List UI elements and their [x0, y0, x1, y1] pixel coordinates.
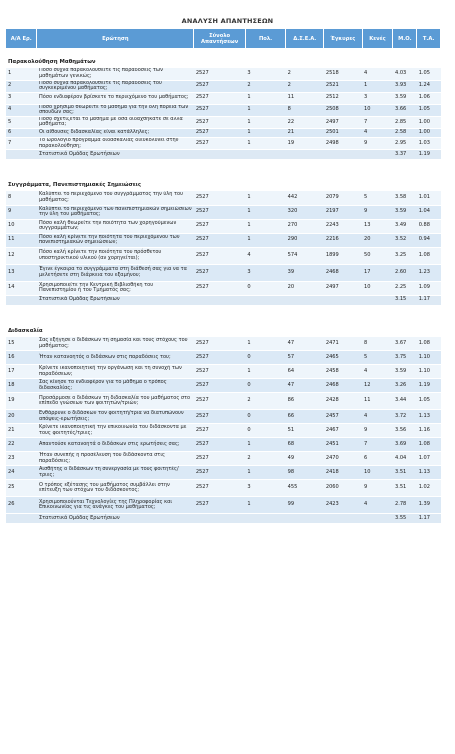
cell-empty: 11	[362, 393, 393, 410]
cell-std: 1.08	[417, 438, 441, 452]
cell-pol: 1	[245, 138, 285, 150]
cell-mean: 4.03	[393, 68, 417, 80]
cell-empty: 7	[362, 438, 393, 452]
cell-total: 2527	[194, 104, 246, 116]
cell-std: 1.00	[417, 116, 441, 128]
cell-std: 1.03	[417, 138, 441, 150]
cell-std: 1.13	[417, 410, 441, 424]
cell-valid: 2467	[324, 424, 362, 438]
cell-total: 2527	[194, 466, 246, 480]
table-row	[6, 80, 441, 92]
table-row	[6, 68, 441, 80]
cell-pol: 0	[245, 424, 285, 438]
cell-total: 2527	[194, 233, 246, 247]
cell-dsea: 320	[286, 205, 324, 219]
cell-id: 3	[6, 92, 37, 104]
cell-total: 2527	[194, 205, 246, 219]
cell-std: 1.19	[417, 379, 441, 393]
cell-empty: 10	[362, 104, 393, 116]
cell-pol: 1	[245, 233, 285, 247]
cell-dsea: 19	[286, 138, 324, 150]
table-row	[6, 247, 441, 264]
header-valid: Έγκυρες	[324, 29, 362, 48]
cell-dsea: 2	[286, 68, 324, 80]
cell-total: 2527	[194, 452, 246, 466]
cell-mean: 3.67	[393, 337, 417, 351]
cell-std: 1.09	[417, 281, 441, 295]
table-row	[6, 410, 441, 424]
cell-question: Ενθάρρυνε ο διδάσκων τον φοιτητή/τρια να διατυπώνουν απόψεις-ερωτήσεις;	[37, 410, 194, 424]
group-stats-std: 1.17	[417, 295, 441, 305]
cell-std: 1.06	[417, 92, 441, 104]
cell-id: 25	[6, 480, 37, 497]
cell-valid: 2197	[324, 205, 362, 219]
cell-pol: 1	[245, 116, 285, 128]
cell-std: 1.24	[417, 80, 441, 92]
cell-valid: 2518	[324, 68, 362, 80]
cell-mean: 3.59	[393, 92, 417, 104]
cell-id: 10	[6, 219, 37, 233]
cell-std: 1.05	[417, 68, 441, 80]
cell-question: Καλύπτει το περιεχόμενο των πανεπιστημιακών σημειώσεων την ύλη του μαθήματος;	[37, 205, 194, 219]
cell-valid: 2468	[324, 264, 362, 281]
cell-mean: 3.49	[393, 219, 417, 233]
cell-empty: 4	[362, 129, 393, 138]
table-row	[6, 337, 441, 351]
cell-dsea: 442	[286, 191, 324, 205]
header-std: Τ.Α.	[417, 29, 441, 48]
cell-valid: 2498	[324, 138, 362, 150]
cell-mean: 2.85	[393, 116, 417, 128]
cell-std: 1.05	[417, 393, 441, 410]
table-row	[6, 205, 441, 219]
cell-question: Πόσο ενδιαφέρον βρίσκετε το περιεχόμενο του μαθήματος;	[37, 92, 194, 104]
cell-dsea: 39	[286, 264, 324, 281]
cell-std: 1.08	[417, 337, 441, 351]
cell-question: Οι αίθουσες διδασκαλίας είναι κατάλληλες;	[37, 129, 194, 138]
cell-question: Χρησιμοποιούνται Τεχνολογίες της Πληροφορίας και Επικοινωνίας για τις ανάγκες του μαθήματος;	[37, 497, 194, 514]
cell-dsea: 2	[286, 80, 324, 92]
cell-empty: 9	[362, 424, 393, 438]
cell-total: 2527	[194, 264, 246, 281]
header-total: Σύνολο Απαντήσεων	[194, 29, 246, 48]
cell-question: Πόσο καλή κρίνετε την ποιότητα του πρόσθετου υποστηρικτικού υλικού (αν χορηγείται);	[37, 247, 194, 264]
cell-empty: 7	[362, 116, 393, 128]
cell-id: 26	[6, 497, 37, 514]
cell-valid: 2521	[324, 80, 362, 92]
cell-valid: 2428	[324, 393, 362, 410]
cell-dsea: 57	[286, 351, 324, 365]
cell-total: 2527	[194, 424, 246, 438]
table-row	[6, 424, 441, 438]
cell-std: 1.00	[417, 129, 441, 138]
cell-pol: 1	[245, 365, 285, 379]
group-stats-row	[6, 514, 441, 524]
cell-valid: 2418	[324, 466, 362, 480]
cell-mean: 2.58	[393, 129, 417, 138]
table-row	[6, 497, 441, 514]
cell-id: 2	[6, 80, 37, 92]
cell-empty: 10	[362, 281, 393, 295]
cell-total: 2527	[194, 92, 246, 104]
cell-question: Προσάρμοσε ο διδάσκων τη διδασκαλία του μαθήματος στο επίπεδο γνώσεων των φοιτητών/τριών;	[37, 393, 194, 410]
cell-valid: 2512	[324, 92, 362, 104]
table-row	[6, 191, 441, 205]
cell-empty: 9	[362, 138, 393, 150]
cell-std: 1.05	[417, 104, 441, 116]
section-title: Παρακολούθηση Μαθημάτων	[6, 53, 441, 68]
cell-question: Απαντούσε κατανοητά ο διδάσκων στις ερωτήσεις σας;	[37, 438, 194, 452]
cell-question: Καλύπτει το περιεχόμενο του συγγράμματος την ύλη του μαθήματος;	[37, 191, 194, 205]
cell-total: 2527	[194, 393, 246, 410]
section-heading	[6, 53, 441, 68]
cell-valid: 2216	[324, 233, 362, 247]
cell-question: Κρίνετε ικανοποιητική την οργάνωση και τη συνοχή των παραδόσεων;	[37, 365, 194, 379]
cell-question: Κρίνετε ικανοποιητική την επικοινωνία του διδάσκοντα με τους φοιτητές/τριες;	[37, 424, 194, 438]
cell-empty: 8	[362, 337, 393, 351]
cell-total: 2527	[194, 337, 246, 351]
cell-dsea: 99	[286, 497, 324, 514]
cell-id: 9	[6, 205, 37, 219]
cell-total: 2527	[194, 138, 246, 150]
cell-id: 22	[6, 438, 37, 452]
cell-pol: 0	[245, 351, 285, 365]
cell-question: Σας εξήγησε ο διδάσκων τη σημασία και τους στόχους του μαθήματος;	[37, 337, 194, 351]
table-row	[6, 452, 441, 466]
cell-dsea: 11	[286, 92, 324, 104]
cell-std: 1.39	[417, 497, 441, 514]
cell-id: 11	[6, 233, 37, 247]
cell-pol: 1	[245, 104, 285, 116]
cell-id: 20	[6, 410, 37, 424]
cell-id: 14	[6, 281, 37, 295]
page-title: ΑΝΑΛΥΣΗ ΑΠΑΝΤΗΣΕΩΝ	[181, 17, 274, 25]
cell-question: Πόσο χρήσιμο θεωρείτε το μάθημα για την όλη πορεία των σπουδών σας;	[37, 104, 194, 116]
cell-id: 23	[6, 452, 37, 466]
cell-empty: 4	[362, 365, 393, 379]
cell-pol: 3	[245, 264, 285, 281]
cell-std: 0.94	[417, 233, 441, 247]
cell-pol: 0	[245, 281, 285, 295]
section-heading	[6, 322, 441, 337]
cell-pol: 1	[245, 497, 285, 514]
cell-id: 1	[6, 68, 37, 80]
cell-valid: 2060	[324, 480, 362, 497]
cell-pol: 1	[245, 337, 285, 351]
cell-valid: 2458	[324, 365, 362, 379]
cell-id: 18	[6, 379, 37, 393]
cell-pol: 0	[245, 410, 285, 424]
cell-question: Σας κίνησε το ενδιαφέρον για το μάθημα ο τρόπος διδασκαλίας;	[37, 379, 194, 393]
cell-dsea: 574	[286, 247, 324, 264]
cell-empty: 20	[362, 233, 393, 247]
cell-empty: 9	[362, 480, 393, 497]
table-row	[6, 480, 441, 497]
section-title: Συγγράμματα, Πανεπιστημιακές Σημειώσεις	[6, 176, 441, 191]
cell-id: 17	[6, 365, 37, 379]
cell-mean: 3.59	[393, 205, 417, 219]
table-row	[6, 281, 441, 295]
cell-empty: 17	[362, 264, 393, 281]
cell-valid: 2471	[324, 337, 362, 351]
cell-dsea: 68	[286, 438, 324, 452]
cell-empty: 4	[362, 68, 393, 80]
table-row	[6, 104, 441, 116]
table-row	[6, 379, 441, 393]
cell-id: 19	[6, 393, 37, 410]
cell-id: 13	[6, 264, 37, 281]
cell-id: 12	[6, 247, 37, 264]
cell-mean: 3.59	[393, 365, 417, 379]
cell-pol: 1	[245, 219, 285, 233]
group-stats-mean: 3.37	[393, 150, 417, 160]
cell-total: 2527	[194, 351, 246, 365]
cell-mean: 3.69	[393, 438, 417, 452]
cell-valid: 2497	[324, 116, 362, 128]
cell-dsea: 21	[286, 129, 324, 138]
cell-empty: 4	[362, 410, 393, 424]
cell-std: 1.16	[417, 424, 441, 438]
header-empty: Κενές	[362, 29, 393, 48]
cell-pol: 1	[245, 205, 285, 219]
table-row	[6, 219, 441, 233]
cell-mean: 3.26	[393, 379, 417, 393]
cell-pol: 2	[245, 393, 285, 410]
table-row	[6, 466, 441, 480]
cell-valid: 2501	[324, 129, 362, 138]
cell-empty: 5	[362, 191, 393, 205]
cell-pol: 1	[245, 191, 285, 205]
cell-mean: 3.56	[393, 424, 417, 438]
cell-pol: 2	[245, 80, 285, 92]
cell-pol: 3	[245, 480, 285, 497]
cell-question: Αισθήτης ο διδάσκων τη συνεργασία με τους φοιτητές/τριες;	[37, 466, 194, 480]
cell-id: 24	[6, 466, 37, 480]
cell-mean: 2.25	[393, 281, 417, 295]
cell-question: Το ωρολόγιο πρόγραμμα διδασκαλίας διευκολύνει στην παρακολούθηση;	[37, 138, 194, 150]
stats-blank	[6, 514, 37, 524]
table-body	[6, 48, 441, 523]
cell-pol: 1	[245, 129, 285, 138]
cell-mean: 3.52	[393, 233, 417, 247]
answers-table	[6, 29, 441, 523]
cell-pol: 1	[245, 92, 285, 104]
cell-std: 1.13	[417, 466, 441, 480]
cell-valid: 2470	[324, 452, 362, 466]
table-row	[6, 138, 441, 150]
cell-total: 2527	[194, 480, 246, 497]
cell-dsea: 86	[286, 393, 324, 410]
cell-id: 4	[6, 104, 37, 116]
cell-empty: 12	[362, 379, 393, 393]
header-id: Α/Α Ερ.	[6, 29, 37, 48]
cell-id: 21	[6, 424, 37, 438]
header-row	[6, 29, 441, 48]
cell-pol: 4	[245, 247, 285, 264]
cell-valid: 2243	[324, 219, 362, 233]
group-stats-mean: 3.15	[393, 295, 417, 305]
section-title: Διδασκαλία	[6, 322, 441, 337]
group-stats-label: Στατιστικά Ομάδας Ερωτήσεων	[37, 150, 393, 160]
cell-total: 2527	[194, 281, 246, 295]
table-row	[6, 438, 441, 452]
cell-std: 1.10	[417, 365, 441, 379]
cell-dsea: 49	[286, 452, 324, 466]
cell-pol: 1	[245, 438, 285, 452]
group-stats-label: Στατιστικά Ομάδας Ερωτήσεων	[37, 514, 393, 524]
group-stats-row	[6, 150, 441, 160]
cell-mean: 3.44	[393, 393, 417, 410]
cell-empty: 6	[362, 452, 393, 466]
cell-id: 6	[6, 129, 37, 138]
cell-valid: 2423	[324, 497, 362, 514]
cell-dsea: 22	[286, 116, 324, 128]
cell-dsea: 66	[286, 410, 324, 424]
cell-empty: 1	[362, 80, 393, 92]
cell-question: Χρησιμοποιείτε την Κεντρική Βιβλιοθήκη του Πανεπιστημίου ή του Τμήματός σας;	[37, 281, 194, 295]
cell-empty: 5	[362, 351, 393, 365]
cell-question: Ήταν κατανοητός ο διδάσκων στις παραδόσεις του;	[37, 351, 194, 365]
cell-dsea: 47	[286, 379, 324, 393]
cell-empty: 10	[362, 466, 393, 480]
cell-total: 2527	[194, 438, 246, 452]
cell-mean: 3.72	[393, 410, 417, 424]
cell-empty: 50	[362, 247, 393, 264]
cell-valid: 1899	[324, 247, 362, 264]
cell-mean: 3.25	[393, 247, 417, 264]
table-row	[6, 116, 441, 128]
cell-total: 2527	[194, 365, 246, 379]
table-row	[6, 264, 441, 281]
cell-mean: 3.51	[393, 480, 417, 497]
cell-dsea: 64	[286, 365, 324, 379]
header-dsea: Δ.Σ.Ε.Α.	[286, 29, 324, 48]
table-row	[6, 129, 441, 138]
cell-empty: 3	[362, 92, 393, 104]
cell-total: 2527	[194, 247, 246, 264]
cell-mean: 2.78	[393, 497, 417, 514]
cell-std: 1.10	[417, 351, 441, 365]
cell-empty: 13	[362, 219, 393, 233]
cell-question: Πόσο καλή θεωρείτε την ποιότητα των χορηγούμενων συγγραμμάτων;	[37, 219, 194, 233]
cell-question: Πόσο συχνά παρακολουθείτε τις παραδόσεις του συγκεκριμένου μαθήματος;	[37, 80, 194, 92]
cell-std: 1.02	[417, 480, 441, 497]
cell-valid: 2457	[324, 410, 362, 424]
header-mean: Μ.Ο.	[393, 29, 417, 48]
cell-mean: 3.93	[393, 80, 417, 92]
cell-question: Ο τρόπος εξέτασης του μαθήματος συμβάλλει στην επίτευξη των στόχων του διδάσκοντος;	[37, 480, 194, 497]
group-stats-mean: 3.55	[393, 514, 417, 524]
cell-total: 2527	[194, 379, 246, 393]
cell-std: 1.23	[417, 264, 441, 281]
cell-valid: 2508	[324, 104, 362, 116]
cell-std: 1.01	[417, 191, 441, 205]
table-row	[6, 393, 441, 410]
cell-question: Πόσο σχετίζεται το μάθημα με όσα διδαχθήκατε σε άλλα μαθήματα;	[37, 116, 194, 128]
header-question: Ερώτηση	[37, 29, 194, 48]
header-pol: Πολ.	[245, 29, 285, 48]
table-row	[6, 92, 441, 104]
cell-dsea: 270	[286, 219, 324, 233]
cell-mean: 2.60	[393, 264, 417, 281]
cell-empty: 4	[362, 497, 393, 514]
cell-id: 7	[6, 138, 37, 150]
cell-total: 2527	[194, 410, 246, 424]
cell-dsea: 8	[286, 104, 324, 116]
cell-mean: 4.04	[393, 452, 417, 466]
cell-total: 2527	[194, 68, 246, 80]
cell-mean: 3.66	[393, 104, 417, 116]
group-stats-row	[6, 295, 441, 305]
table-row	[6, 365, 441, 379]
cell-dsea: 20	[286, 281, 324, 295]
stats-blank	[6, 295, 37, 305]
group-stats-std: 1.17	[417, 514, 441, 524]
cell-mean: 3.58	[393, 191, 417, 205]
cell-dsea: 98	[286, 466, 324, 480]
cell-dsea: 51	[286, 424, 324, 438]
cell-total: 2527	[194, 116, 246, 128]
stats-blank	[6, 150, 37, 160]
cell-dsea: 290	[286, 233, 324, 247]
cell-total: 2527	[194, 129, 246, 138]
cell-mean: 2.95	[393, 138, 417, 150]
cell-pol: 2	[245, 452, 285, 466]
cell-valid: 2468	[324, 379, 362, 393]
cell-question: Πόσο καλή κρίνετε την ποιότητα του περιεχόμενου των πανεπιστημιακών σημειώσεων;	[37, 233, 194, 247]
cell-std: 1.07	[417, 452, 441, 466]
cell-question: Ήταν συνεπής η προσέλευση του διδάσκοντα στις παραδόσεις;	[37, 452, 194, 466]
cell-id: 15	[6, 337, 37, 351]
cell-dsea: 455	[286, 480, 324, 497]
cell-pol: 0	[245, 379, 285, 393]
cell-pol: 1	[245, 466, 285, 480]
cell-pol: 3	[245, 68, 285, 80]
cell-valid: 2465	[324, 351, 362, 365]
cell-mean: 3.51	[393, 466, 417, 480]
cell-valid: 2451	[324, 438, 362, 452]
group-stats-std: 1.19	[417, 150, 441, 160]
cell-id: 8	[6, 191, 37, 205]
section-heading	[6, 176, 441, 191]
cell-mean: 3.75	[393, 351, 417, 365]
cell-total: 2527	[194, 497, 246, 514]
cell-dsea: 47	[286, 337, 324, 351]
cell-valid: 2497	[324, 281, 362, 295]
cell-total: 2527	[194, 80, 246, 92]
cell-valid: 2079	[324, 191, 362, 205]
cell-id: 16	[6, 351, 37, 365]
cell-id: 5	[6, 116, 37, 128]
cell-std: 1.04	[417, 205, 441, 219]
cell-std: 1.08	[417, 247, 441, 264]
cell-std: 0.88	[417, 219, 441, 233]
cell-total: 2527	[194, 219, 246, 233]
group-stats-label: Στατιστικά Ομάδας Ερωτήσεων	[37, 295, 393, 305]
cell-total: 2527	[194, 191, 246, 205]
table-row	[6, 351, 441, 365]
cell-question: Έγινε έγκαιρα το συγγράμματα στη διάθεσή σας για να τα μελετήσετε στη διάρκεια του εξαμήνου;	[37, 264, 194, 281]
cell-empty: 9	[362, 205, 393, 219]
table-row	[6, 233, 441, 247]
cell-question: Πόσο συχνά παρακολουθείτε τις παραδόσεις των μαθημάτων γενικώς;	[37, 68, 194, 80]
